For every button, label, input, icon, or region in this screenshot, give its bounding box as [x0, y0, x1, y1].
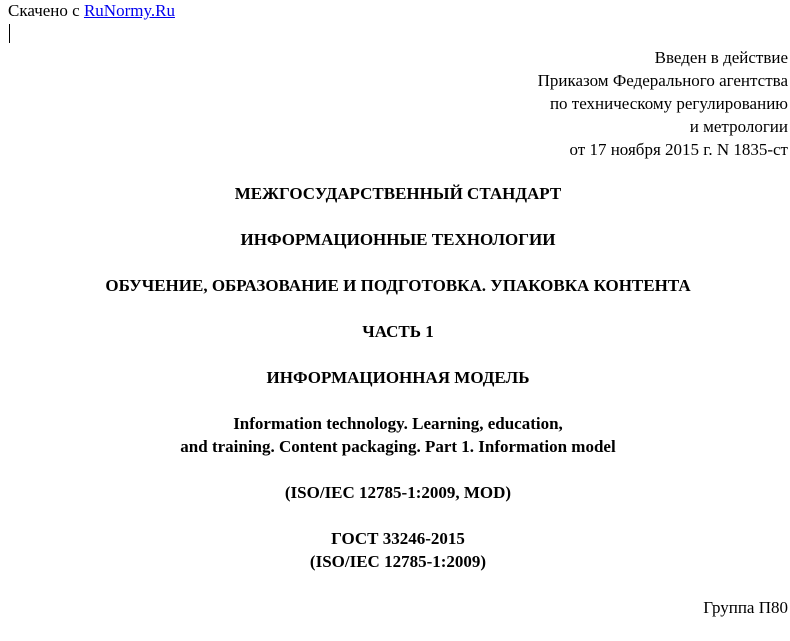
- text-cursor: [9, 24, 10, 43]
- standard-type-heading: МЕЖГОСУДАРСТВЕННЫЙ СТАНДАРТ: [234, 184, 562, 203]
- download-prefix: Скачено с: [8, 1, 84, 20]
- classification-group: Группа П80: [703, 598, 788, 617]
- gost-number: ГОСТ 33246-2015: [331, 529, 465, 548]
- enactment-line: от 17 ноября 2015 г. N 1835-ст: [569, 140, 788, 159]
- part-number: ЧАСТЬ 1: [362, 322, 434, 341]
- english-title-line-1: Information technology. Learning, education,: [233, 414, 563, 433]
- part-title: ИНФОРМАЦИОННАЯ МОДЕЛЬ: [266, 368, 530, 387]
- enactment-line: и метрологии: [689, 117, 788, 136]
- iso-mod-reference: (ISO/IEC 12785-1:2009, MOD): [284, 483, 512, 502]
- enactment-block: [388, 46, 788, 161]
- runormy-link[interactable]: RuNormy.Ru: [83, 1, 175, 20]
- enactment-line: по техническому регулированию: [549, 94, 788, 113]
- enactment-line: Приказом Федерального агентства: [537, 71, 788, 90]
- main-title: ИНФОРМАЦИОННЫЕ ТЕХНОЛОГИИ: [240, 230, 556, 249]
- download-source: [8, 1, 175, 21]
- iso-reference: (ISO/IEC 12785-1:2009): [309, 552, 487, 571]
- english-title-line-2: and training. Content packaging. Part 1. Information model: [180, 437, 616, 456]
- enactment-line: Введен в действие: [654, 48, 788, 67]
- subtitle: ОБУЧЕНИЕ, ОБРАЗОВАНИЕ И ПОДГОТОВКА. УПАКОВКА КОНТЕНТА: [105, 276, 691, 295]
